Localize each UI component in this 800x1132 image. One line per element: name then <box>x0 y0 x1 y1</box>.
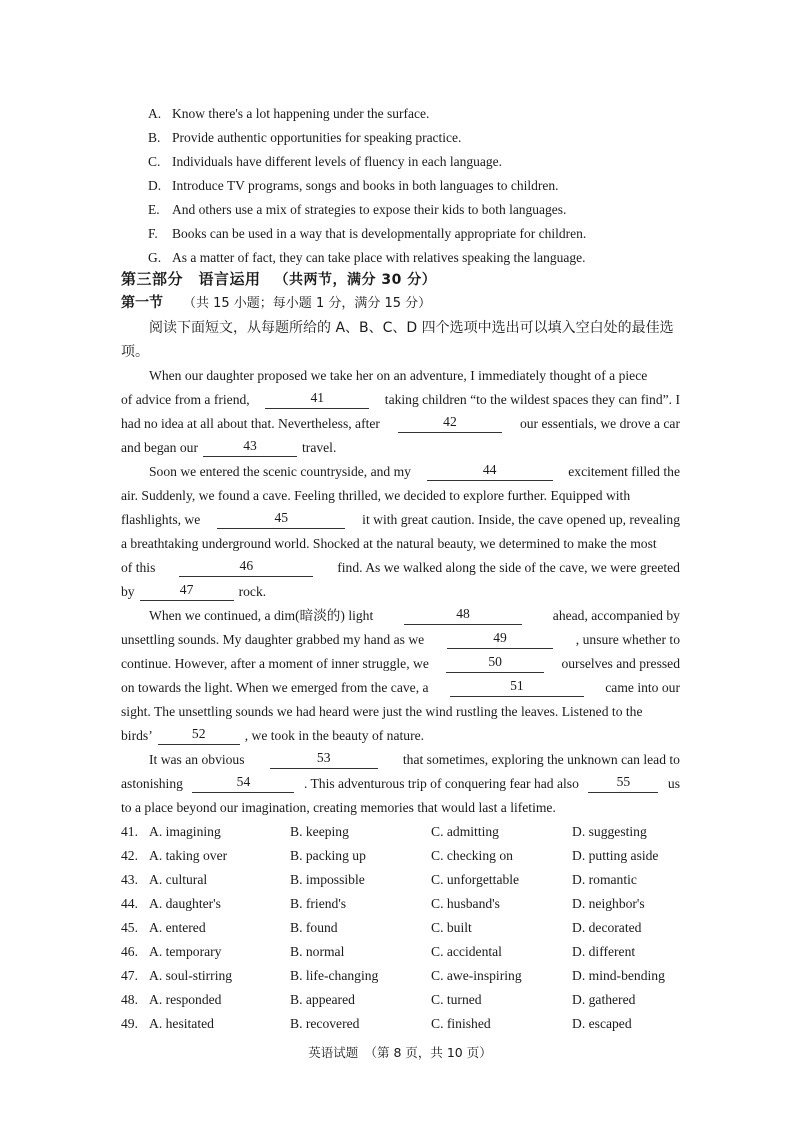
choice-text: A. responded <box>149 992 222 1007</box>
blank-53: 53 <box>270 748 378 769</box>
choice-text: A. entered <box>149 920 206 935</box>
choice-text: C. admitting <box>431 824 499 839</box>
choice-row-48 <box>121 988 721 1012</box>
blank-54: 54 <box>192 772 294 793</box>
passage-line <box>121 412 680 436</box>
passage-line <box>121 724 680 748</box>
passage-text: that sometimes, exploring the unknown can lead to <box>402 752 680 767</box>
choice-text: 47. <box>121 968 138 983</box>
option-list <box>148 102 708 270</box>
part3-heading: 第三部分 语言运用 （共两节，满分 30 分） <box>121 270 437 288</box>
choice-text: D. mind-bending <box>572 968 665 983</box>
passage-line <box>121 700 680 724</box>
choice-text: C. unforgettable <box>431 872 520 887</box>
blank-46: 46 <box>179 556 313 577</box>
choice-row-45 <box>121 916 721 940</box>
choice-text: A. imagining <box>149 824 221 839</box>
choice-text: A. taking over <box>149 848 228 863</box>
section1-heading: 第一节 （共 15 小题；每小题 1 分，满分 15 分） <box>121 295 432 311</box>
choice-text: D. putting aside <box>572 848 659 863</box>
blank-47: 47 <box>140 580 234 601</box>
choice-text: A. hesitated <box>149 1016 214 1031</box>
blank-51: 51 <box>450 676 584 697</box>
passage-text: . This adventurous trip of conquering fear had also <box>303 776 579 791</box>
passage-text: birds’ <box>121 728 153 743</box>
choice-text: 44. <box>121 896 138 911</box>
option-d: D. Introduce TV programs, songs and books in both languages to children. <box>148 178 559 193</box>
passage-text: ourselves and pressed <box>561 656 680 671</box>
option-f: F. Books can be used in a way that is developmentally appropriate for children. <box>148 226 587 241</box>
passage-text: , unsure whether to <box>575 632 680 647</box>
passage-text: excitement filled the <box>568 464 680 479</box>
blank-52: 52 <box>158 724 240 745</box>
choice-row-49 <box>121 1012 721 1036</box>
passage-line <box>121 604 680 628</box>
cloze-passage <box>121 364 680 820</box>
blank-44: 44 <box>427 460 553 481</box>
passage-line <box>121 580 680 604</box>
choice-text: 42. <box>121 848 138 863</box>
passage-text: rock. <box>238 584 267 599</box>
passage-text: astonishing <box>121 776 183 791</box>
choice-row-46 <box>121 940 721 964</box>
passage-line <box>121 652 680 676</box>
choice-text: A. temporary <box>149 944 222 959</box>
choice-text: B. life-changing <box>290 968 379 983</box>
choice-row-47 <box>121 964 721 988</box>
passage-text: on towards the light. When we emerged from the cave, a <box>121 680 429 695</box>
choice-text: 43. <box>121 872 138 887</box>
blank-42: 42 <box>398 412 502 433</box>
passage-text: It was an obvious <box>149 752 245 767</box>
option-e: E. And others use a mix of strategies to expose their kids to both languages. <box>148 202 567 217</box>
passage-text: find. As we walked along the side of the cave, we were greeted <box>337 560 680 575</box>
choice-text: B. packing up <box>290 848 366 863</box>
instructions: 阅读下面短文，从每题所给的 A、B、C、D 四个选项中选出可以填入空白处的最佳选项。 <box>121 320 674 360</box>
passage-line <box>121 772 680 796</box>
blank-45: 45 <box>217 508 345 529</box>
choice-text: B. found <box>290 920 338 935</box>
passage-text: taking children “to the wildest spaces they can find”. I <box>384 392 680 407</box>
passage-text: ahead, accompanied by <box>552 608 680 623</box>
blank-50: 50 <box>446 652 544 673</box>
choice-text: 41. <box>121 824 138 839</box>
choice-text: D. romantic <box>572 872 637 887</box>
passage-line <box>121 436 680 460</box>
choice-text: D. neighbor's <box>572 896 645 911</box>
option-b: B. Provide authentic opportunities for speaking practice. <box>148 130 462 145</box>
passage-text: it with great caution. Inside, the cave opened up, revealing <box>362 512 680 527</box>
choice-text: A. soul-stirring <box>149 968 233 983</box>
blank-55: 55 <box>588 772 658 793</box>
passage-line <box>121 532 680 556</box>
passage-text: by <box>121 584 135 599</box>
choice-text: D. decorated <box>572 920 642 935</box>
passage-line <box>121 508 680 532</box>
passage-text: came into our <box>605 680 680 695</box>
choice-text: 48. <box>121 992 138 1007</box>
passage-text: continue. However, after a moment of inner struggle, we <box>121 656 429 671</box>
passage-text: air. Suddenly, we found a cave. Feeling thrilled, we decided to explore further. Equipped with <box>121 488 631 503</box>
passage-line <box>121 676 680 700</box>
choice-text: C. awe-inspiring <box>431 968 522 983</box>
choice-text: A. cultural <box>149 872 208 887</box>
choice-row-41 <box>121 820 721 844</box>
choice-row-42 <box>121 844 721 868</box>
choice-text: C. built <box>431 920 472 935</box>
blank-41: 41 <box>265 388 369 409</box>
passage-text: When our daughter proposed we take her on an adventure, I immediately thought of a piece <box>149 368 648 383</box>
choice-text: 45. <box>121 920 138 935</box>
passage-line <box>121 364 680 388</box>
passage-line <box>121 388 680 412</box>
passage-line <box>121 460 680 484</box>
choice-text: 46. <box>121 944 138 959</box>
choice-text: C. accidental <box>431 944 502 959</box>
passage-text: , we took in the beauty of nature. <box>244 728 425 743</box>
choice-text: B. appeared <box>290 992 355 1007</box>
choice-text: D. escaped <box>572 1016 632 1031</box>
blank-43: 43 <box>203 436 297 457</box>
choice-text: C. husband's <box>431 896 500 911</box>
choice-text: D. suggesting <box>572 824 647 839</box>
passage-text: sight. The unsettling sounds we had heard were just the wind rustling the leaves. Listened to the <box>121 704 643 719</box>
blank-49: 49 <box>447 628 553 649</box>
passage-line <box>121 796 680 820</box>
passage-text: of this <box>121 560 156 575</box>
choice-text: C. finished <box>431 1016 491 1031</box>
passage-text: When we continued, a dim(暗淡的) light <box>149 608 374 623</box>
passage-text: us <box>667 776 680 791</box>
passage-line <box>121 484 680 508</box>
passage-text: flashlights, we <box>121 512 201 527</box>
choice-text: B. normal <box>290 944 345 959</box>
passage-text: a breathtaking underground world. Shocked at the natural beauty, we determined to make the most <box>121 536 657 551</box>
choice-text: B. friend's <box>290 896 347 911</box>
passage-text: to a place beyond our imagination, creating memories that would last a lifetime. <box>121 800 556 815</box>
passage-text: of advice from a friend, <box>121 392 250 407</box>
answer-choices <box>121 820 721 1036</box>
choice-text: D. gathered <box>572 992 636 1007</box>
page-footer: 英语试题 （第 8 页，共 10 页） <box>308 1045 492 1060</box>
choice-text: A. daughter's <box>149 896 221 911</box>
choice-text: D. different <box>572 944 636 959</box>
option-g: G. As a matter of fact, they can take place with relatives speaking the language. <box>148 250 586 265</box>
option-a: A. Know there's a lot happening under the surface. <box>148 106 430 121</box>
choice-row-43 <box>121 868 721 892</box>
passage-text: Soon we entered the scenic countryside, and my <box>149 464 411 479</box>
option-c: C. Individuals have different levels of fluency in each language. <box>148 154 502 169</box>
choice-text: C. turned <box>431 992 482 1007</box>
choice-text: C. checking on <box>431 848 513 863</box>
choice-row-44 <box>121 892 721 916</box>
passage-line <box>121 556 680 580</box>
passage-text: and began our <box>121 440 199 455</box>
passage-text: our essentials, we drove a car <box>519 416 680 431</box>
passage-line <box>121 628 680 652</box>
passage-text: unsettling sounds. My daughter grabbed my hand as we <box>121 632 425 647</box>
passage-text: travel. <box>302 440 337 455</box>
choice-text: B. impossible <box>290 872 365 887</box>
blank-48: 48 <box>404 604 522 625</box>
choice-text: B. keeping <box>290 824 349 839</box>
passage-line <box>121 748 680 772</box>
choice-text: 49. <box>121 1016 138 1031</box>
passage-text: had no idea at all about that. Nevertheless, after <box>121 416 380 431</box>
choice-text: B. recovered <box>290 1016 360 1031</box>
